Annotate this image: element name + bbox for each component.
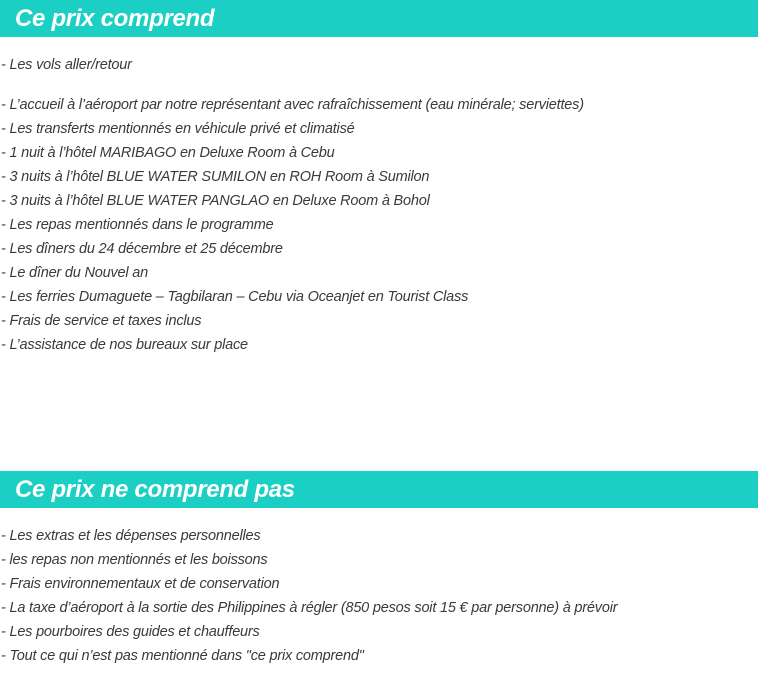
included-item: - Les transferts mentionnés en véhicule privé et climatisé	[1, 121, 355, 137]
excluded-item: - Les extras et les dépenses personnelles	[1, 528, 261, 544]
included-section-title: Ce prix comprend	[15, 5, 215, 32]
included-item: - 1 nuit à l’hôtel MARIBAGO en Deluxe Room à Cebu	[1, 145, 335, 161]
included-item: - 3 nuits à l’hôtel BLUE WATER PANGLAO en Deluxe Room à Bohol	[1, 193, 430, 209]
included-item: - Les dîners du 24 décembre et 25 décembre	[1, 241, 283, 257]
included-item: - Les ferries Dumaguete – Tagbilaran – Cebu via Oceanjet en Tourist Class	[1, 289, 469, 305]
included-item: - L’assistance de nos bureaux sur place	[1, 337, 248, 353]
excluded-item: - Tout ce qui n’est pas mentionné dans "ce prix comprend"	[1, 648, 364, 664]
included-item: - Frais de service et taxes inclus	[1, 313, 202, 329]
excluded-item: - les repas non mentionnés et les boissons	[1, 552, 268, 568]
included-item: - Les repas mentionnés dans le programme	[1, 217, 274, 233]
included-section-header	[0, 0, 758, 37]
excluded-section-title: Ce prix ne comprend pas	[15, 476, 295, 503]
included-item: - 3 nuits à l’hôtel BLUE WATER SUMILON en ROH Room à Sumilon	[1, 169, 430, 185]
excluded-item: - Frais environnementaux et de conservation	[1, 576, 280, 592]
excluded-item: - La taxe d’aéroport à la sortie des Philippines à régler (850 pesos soit 15 € par personne) à prévoir	[1, 600, 618, 616]
included-item: - Les vols aller/retour	[1, 57, 132, 73]
included-item: - L’accueil à l’aéroport par notre représentant avec rafraîchissement (eau minérale; serviettes)	[1, 97, 584, 113]
excluded-section-header	[0, 471, 758, 508]
excluded-item: - Les pourboires des guides et chauffeurs	[1, 624, 260, 640]
included-item: - Le dîner du Nouvel an	[1, 265, 148, 281]
